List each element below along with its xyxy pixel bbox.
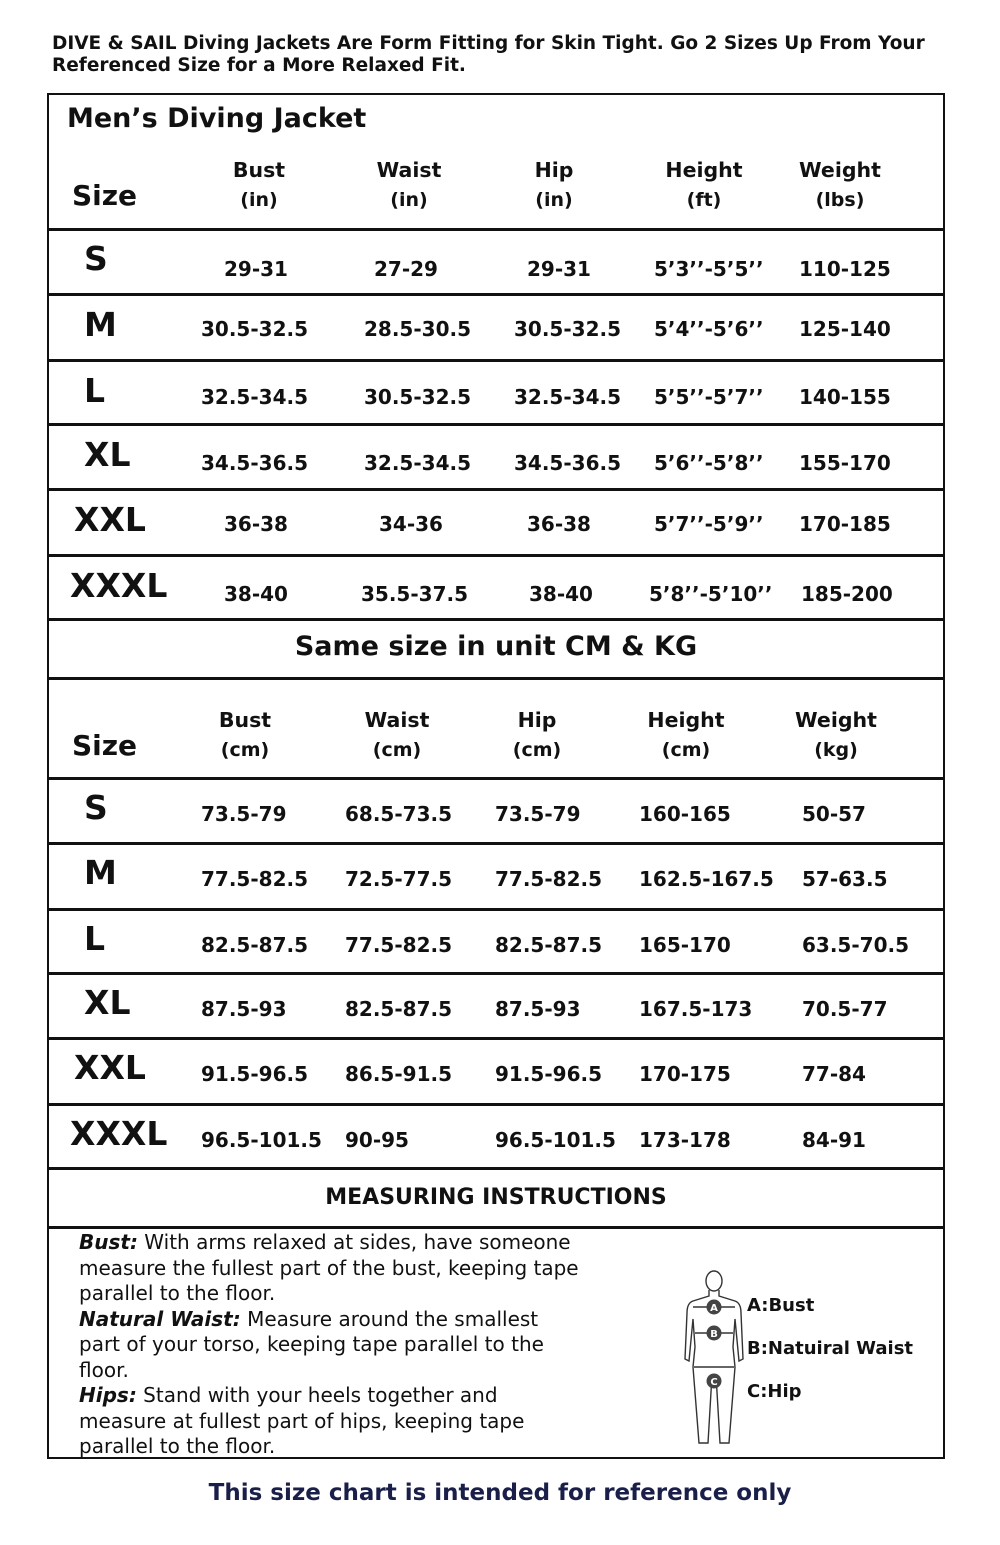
imperial-size-xxl: XXL: [74, 500, 146, 539]
imperial-header-4-unit: (lbs): [815, 189, 865, 211]
imperial-cell: 29-31: [527, 257, 591, 281]
imperial-header-2-unit: (in): [535, 189, 573, 211]
imperial-cell: 38-40: [529, 582, 593, 606]
imperial-cell: 170-185: [799, 512, 891, 536]
metric-size-xl: XL: [84, 983, 131, 1022]
metric-cell: 77.5-82.5: [345, 933, 452, 957]
metric-cell: 162.5-167.5: [639, 867, 774, 891]
metric-header-2-label: Hip: [517, 708, 557, 732]
imperial-header-0-unit: (in): [240, 189, 278, 211]
metric-section-title: Same size in unit CM & KG: [294, 631, 698, 662]
metric-header-2-unit: (cm): [512, 739, 562, 761]
hips-text: Stand with your heels together and measure at fullest part of hips, keeping tape parallel to the floor.: [79, 1383, 525, 1458]
bust-term: Bust:: [79, 1230, 138, 1254]
metric-cell: 96.5-101.5: [201, 1128, 322, 1152]
imperial-header-2-label: Hip: [534, 158, 574, 182]
metric-cell: 87.5-93: [495, 997, 581, 1021]
metric-cell: 57-63.5: [802, 867, 888, 891]
metric-header-4-label: Weight: [795, 708, 877, 732]
imperial-cell: 36-38: [527, 512, 591, 536]
imperial-cell: 32.5-34.5: [201, 385, 308, 409]
metric-header-0: [185, 705, 305, 765]
divider-line: [49, 618, 943, 621]
metric-cell: 165-170: [639, 933, 731, 957]
metric-cell: 86.5-91.5: [345, 1062, 452, 1086]
imperial-header-4-label: Weight: [799, 158, 881, 182]
metric-cell: 82.5-87.5: [201, 933, 308, 957]
imperial-cell: 110-125: [799, 257, 891, 281]
imperial-cell: 36-38: [224, 512, 288, 536]
metric-header-0-label: Bust: [218, 708, 272, 732]
instructions-title: MEASURING INSTRUCTIONS: [325, 1185, 667, 1210]
imperial-cell: 5’7’’-5’9’’: [654, 512, 764, 536]
waist-term: Natural Waist:: [79, 1306, 241, 1331]
imperial-cell: 5’6’’-5’8’’: [654, 451, 764, 475]
metric-cell: 96.5-101.5: [495, 1128, 616, 1152]
metric-size-column-header: Size: [72, 729, 138, 762]
imperial-cell: 28.5-30.5: [364, 317, 471, 341]
metric-cell: 82.5-87.5: [495, 933, 602, 957]
reference-footer: This size chart is intended for reference only: [208, 1480, 792, 1506]
imperial-cell: 30.5-32.5: [201, 317, 308, 341]
imperial-header-0-label: Bust: [232, 158, 286, 182]
metric-size-m: M: [84, 853, 117, 892]
size-column-header: Size: [72, 179, 138, 212]
imperial-header-1: [349, 155, 469, 215]
imperial-header-3-label: Height: [665, 158, 743, 182]
divider-line: [49, 359, 943, 362]
fit-notice: DIVE & SAIL Diving Jackets Are Form Fitting for Skin Tight. Go 2 Sizes Up From Your Referenced Size for a More Relaxed Fit.: [52, 33, 925, 76]
imperial-cell: 125-140: [799, 317, 891, 341]
imperial-size-s: S: [84, 239, 108, 278]
metric-size-xxxl: XXXL: [70, 1114, 168, 1153]
imperial-header-1-label: Waist: [376, 158, 442, 182]
imperial-cell: 38-40: [224, 582, 288, 606]
imperial-header-1-unit: (in): [390, 189, 428, 211]
bust-text: With arms relaxed at sides, have someone measure the fullest part of the bust, keeping tape parallel to the floor.: [79, 1230, 579, 1305]
imperial-cell: 27-29: [374, 257, 438, 281]
metric-cell: 160-165: [639, 802, 731, 826]
imperial-cell: 30.5-32.5: [514, 317, 621, 341]
metric-cell: 91.5-96.5: [495, 1062, 602, 1086]
metric-header-4-unit: (kg): [814, 739, 858, 761]
imperial-cell: 32.5-34.5: [364, 451, 471, 475]
metric-cell: 170-175: [639, 1062, 731, 1086]
imperial-cell: 185-200: [801, 582, 893, 606]
divider-line: [49, 972, 943, 975]
metric-cell: 73.5-79: [201, 802, 287, 826]
imperial-cell: 5’5’’-5’7’’: [654, 385, 764, 409]
marker-b: B: [710, 1329, 718, 1340]
metric-header-1: [337, 705, 457, 765]
metric-cell: 90-95: [345, 1128, 409, 1152]
hips-instruction: [79, 1383, 524, 1458]
hips-term: Hips:: [79, 1383, 137, 1407]
metric-header-3: [626, 705, 746, 765]
metric-size-xxl: XXL: [74, 1048, 146, 1087]
imperial-cell: 5’8’’-5’10’’: [649, 582, 773, 606]
metric-cell: 167.5-173: [639, 997, 753, 1021]
divider-line: [49, 488, 943, 491]
divider-line: [49, 677, 943, 680]
imperial-cell: 32.5-34.5: [514, 385, 621, 409]
divider-line: [49, 777, 943, 780]
metric-header-1-label: Waist: [364, 708, 430, 732]
imperial-cell: 34.5-36.5: [514, 451, 621, 475]
divider-line: [49, 293, 943, 296]
imperial-size-m: M: [84, 305, 117, 344]
metric-cell: 77.5-82.5: [201, 867, 308, 891]
divider-line: [49, 228, 943, 231]
metric-cell: 70.5-77: [802, 997, 888, 1021]
imperial-cell: 29-31: [224, 257, 288, 281]
metric-size-l: L: [84, 919, 106, 958]
metric-cell: 50-57: [802, 802, 866, 826]
imperial-cell: 5’4’’-5’6’’: [654, 317, 764, 341]
metric-cell: 63.5-70.5: [802, 933, 909, 957]
metric-cell: 73.5-79: [495, 802, 581, 826]
imperial-cell: 30.5-32.5: [364, 385, 471, 409]
metric-header-4: [776, 705, 896, 765]
metric-header-1-unit: (cm): [372, 739, 422, 761]
metric-cell: 91.5-96.5: [201, 1062, 308, 1086]
measuring-instructions: [79, 1230, 579, 1460]
metric-header-2: [477, 705, 597, 765]
divider-line: [49, 1037, 943, 1040]
legend-hip: C:Hip: [747, 1381, 802, 1402]
marker-c: C: [710, 1377, 718, 1388]
legend-waist: B:Natuiral Waist: [747, 1338, 914, 1359]
divider-line: [49, 908, 943, 911]
metric-cell: 173-178: [639, 1128, 731, 1152]
body-measurement-figure: [679, 1267, 749, 1447]
metric-cell: 82.5-87.5: [345, 997, 452, 1021]
metric-cell: 77-84: [802, 1062, 866, 1086]
bust-instruction: [79, 1230, 579, 1305]
imperial-header-2: [494, 155, 614, 215]
imperial-header-3: [644, 155, 764, 215]
chart-title: Men’s Diving Jacket: [67, 103, 367, 134]
metric-header-0-unit: (cm): [220, 739, 270, 761]
divider-line: [49, 1167, 943, 1170]
divider-line: [49, 554, 943, 557]
imperial-size-xl: XL: [84, 435, 131, 474]
divider-line: [49, 842, 943, 845]
imperial-cell: 5’3’’-5’5’’: [654, 257, 764, 281]
imperial-header-0: [199, 155, 319, 215]
divider-line: [49, 423, 943, 426]
imperial-size-l: L: [84, 371, 106, 410]
waist-text: Measure around the smallest part of your torso, keeping tape parallel to the floor.: [79, 1306, 544, 1382]
imperial-cell: 34-36: [379, 512, 443, 536]
metric-cell: 72.5-77.5: [345, 867, 452, 891]
imperial-cell: 35.5-37.5: [361, 582, 468, 606]
imperial-cell: 155-170: [799, 451, 891, 475]
metric-header-3-label: Height: [647, 708, 725, 732]
marker-a: A: [710, 1303, 718, 1314]
metric-header-3-unit: (cm): [661, 739, 711, 761]
metric-cell: 68.5-73.5: [345, 802, 452, 826]
legend-bust: A:Bust: [747, 1295, 815, 1316]
size-chart: [47, 93, 945, 1459]
waist-instruction: [79, 1307, 544, 1382]
imperial-cell: 34.5-36.5: [201, 451, 308, 475]
imperial-header-4: [780, 155, 900, 215]
imperial-header-3-unit: (ft): [686, 189, 722, 211]
imperial-size-xxxl: XXXL: [70, 566, 168, 605]
metric-size-s: S: [84, 788, 108, 827]
metric-cell: 87.5-93: [201, 997, 287, 1021]
divider-line: [49, 1103, 943, 1106]
metric-cell: 77.5-82.5: [495, 867, 602, 891]
divider-line: [49, 1226, 943, 1229]
metric-cell: 84-91: [802, 1128, 866, 1152]
imperial-cell: 140-155: [799, 385, 891, 409]
